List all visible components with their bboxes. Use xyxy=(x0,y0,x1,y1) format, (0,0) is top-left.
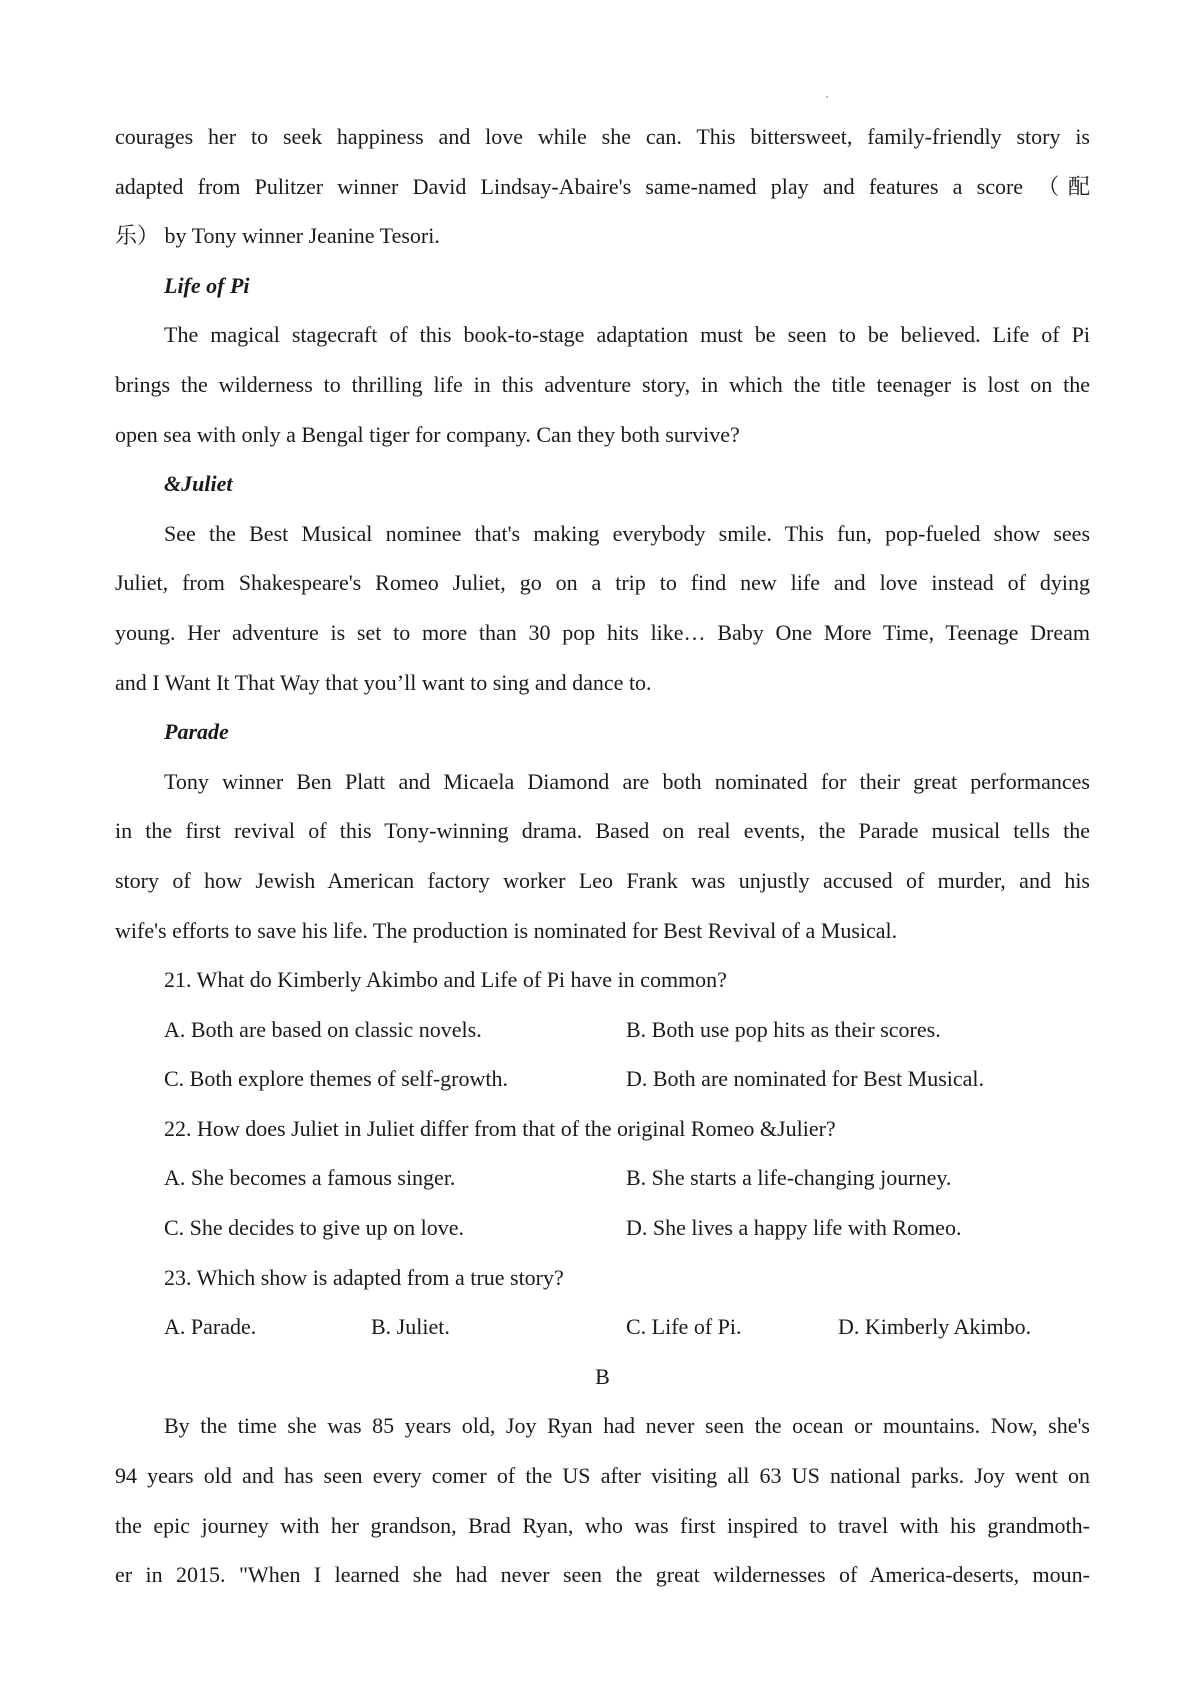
intro-line: adapted from Pulitzer winner David Lindsay-Abaire's same-named play and features a score （配 xyxy=(115,173,1090,199)
option-c: C. Life of Pi. xyxy=(626,1314,742,1340)
option-d: D. Both are nominated for Best Musical. xyxy=(626,1066,985,1092)
paragraph-line: story of how Jewish American factory worker Leo Frank was unjustly accused of murder, and his xyxy=(115,867,1090,893)
paragraph-line: The magical stagecraft of this book-to-stage adaptation must be seen to be believed. Life of Pi xyxy=(164,322,1090,348)
option-d: D. She lives a happy life with Romeo. xyxy=(626,1215,962,1241)
option-row xyxy=(115,1005,1090,1055)
intro-line: courages her to seek happiness and love while she can. This bittersweet, family-friendly story is xyxy=(115,124,1090,149)
paragraph-line: By the time she was 85 years old, Joy Ryan had never seen the ocean or mountains. Now, she's xyxy=(164,1413,1090,1439)
paragraph-line: young. Her adventure is set to more than 30 pop hits like… Baby One More Time, Teenage Dream xyxy=(115,619,1090,645)
option-a: A. Both are based on classic novels. xyxy=(164,1016,482,1042)
option-b: B. Both use pop hits as their scores. xyxy=(626,1016,941,1042)
section-label-b: B xyxy=(595,1363,610,1389)
paragraph-line: Juliet, from Shakespeare's Romeo Juliet, go on a trip to find new life and love instead of dying xyxy=(115,570,1090,596)
option-d: D. Kimberly Akimbo. xyxy=(838,1314,1032,1340)
question-23: 23. Which show is adapted from a true story? xyxy=(164,1264,564,1290)
paragraph-line: 94 years old and has seen every comer of the US after visiting all 63 US national parks. Joy went on xyxy=(115,1463,1090,1489)
paragraph-line: See the Best Musical nominee that's making everybody smile. This fun, pop-fueled show sees xyxy=(164,520,1090,546)
option-c: C. Both explore themes of self-growth. xyxy=(164,1066,508,1092)
question-21: 21. What do Kimberly Akimbo and Life of Pi have in common? xyxy=(164,967,727,993)
paragraph-line: in the first revival of this Tony-winning drama. Based on real events, the Parade musical tells the xyxy=(115,818,1090,844)
scan-speck xyxy=(826,96,828,98)
document-page xyxy=(115,112,1090,1600)
option-c: C. She decides to give up on love. xyxy=(164,1215,465,1241)
option-row xyxy=(115,1203,1090,1253)
paragraph-line: open sea with only a Bengal tiger for company. Can they both survive? xyxy=(115,421,740,447)
option-a: A. Parade. xyxy=(164,1314,257,1340)
intro-line: 乐） by Tony winner Jeanine Tesori. xyxy=(115,223,440,249)
paragraph-line: er in 2015. "When I learned she had never seen the great wildernesses of America-deserts, moun- xyxy=(115,1562,1090,1588)
option-b: B. Juliet. xyxy=(371,1314,450,1340)
paragraph-line: brings the wilderness to thrilling life in this adventure story, in which the title teenager is lost on the xyxy=(115,371,1090,397)
section-title-parade: Parade xyxy=(164,719,229,745)
section-title-life-of-pi: Life of Pi xyxy=(164,272,250,298)
option-a: A. She becomes a famous singer. xyxy=(164,1165,456,1191)
question-22: 22. How does Juliet in Juliet differ from that of the original Romeo &Julier? xyxy=(164,1115,836,1141)
paragraph-line: and I Want It That Way that you’ll want to sing and dance to. xyxy=(115,669,652,695)
option-b: B. She starts a life-changing journey. xyxy=(626,1165,952,1191)
option-row xyxy=(115,1054,1090,1104)
paragraph-line: the epic journey with her grandson, Brad Ryan, who was first inspired to travel with his grandmoth- xyxy=(115,1512,1090,1538)
paragraph-line: Tony winner Ben Platt and Micaela Diamond are both nominated for their great performances xyxy=(164,768,1090,794)
section-title-juliet: &Juliet xyxy=(164,471,233,497)
paragraph-line: wife's efforts to save his life. The production is nominated for Best Revival of a Musical. xyxy=(115,917,898,943)
option-row xyxy=(115,1153,1090,1203)
option-row xyxy=(115,1302,1090,1352)
